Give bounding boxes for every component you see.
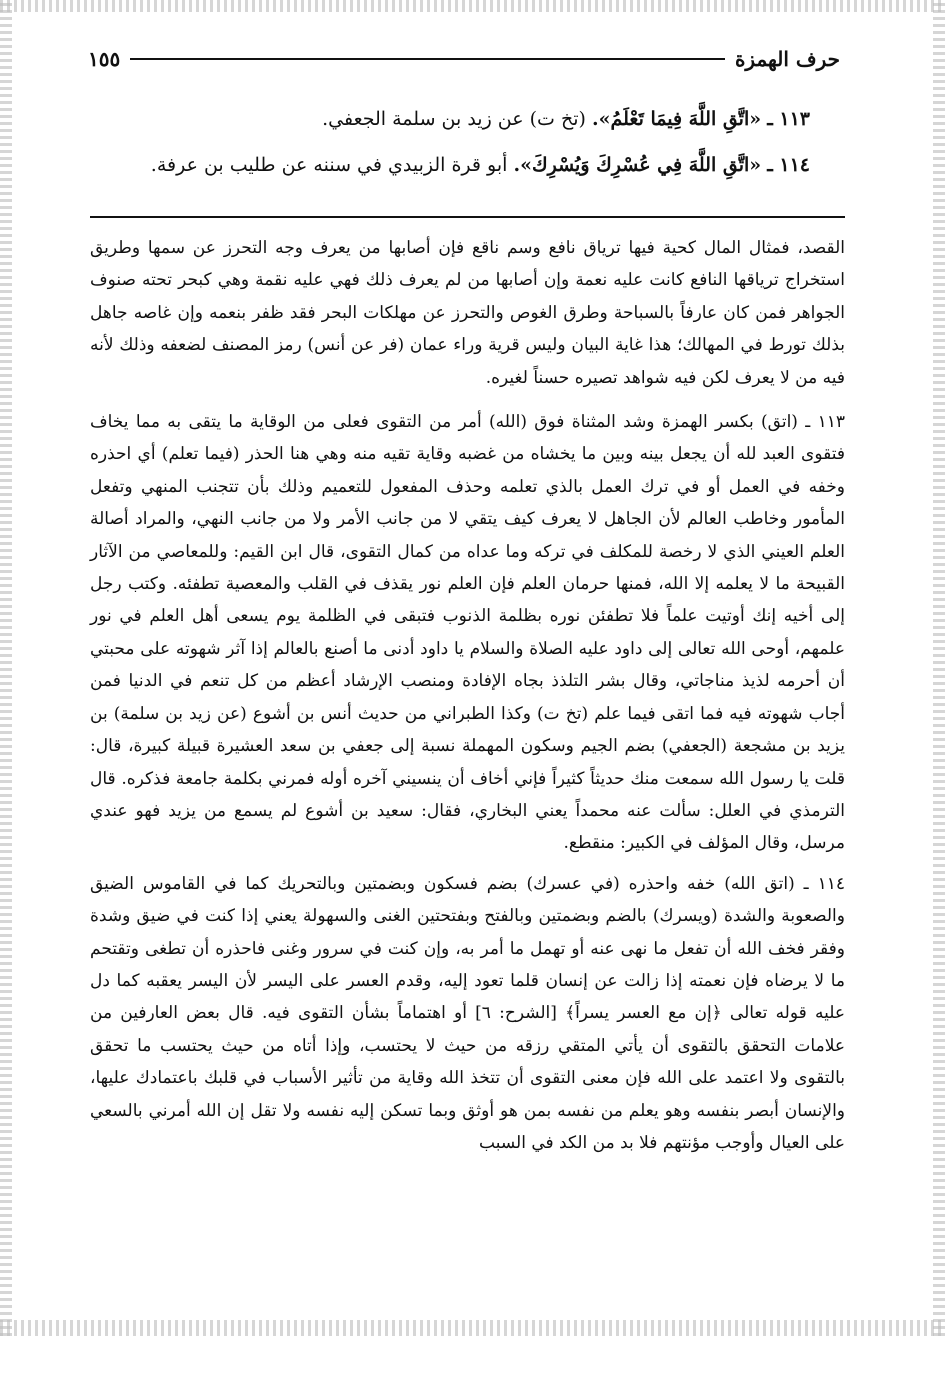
commentary-section	[90, 232, 845, 1167]
hadith-113	[110, 104, 810, 134]
hadith-number: ١١٤ ـ	[767, 154, 810, 176]
page-border-right	[933, 0, 945, 1336]
hadith-number: ١١٣ ـ	[767, 108, 810, 130]
footnote-divider	[90, 216, 845, 218]
commentary-paragraph: ١١٤ ـ (اتق الله) خفه واحذره (في عسرك) بضم فسكون وبضمتين وبالتحريك كما في القاموس الضيق والصعوبة والشدة (ويسرك) بالضم وبضمتين وبالفتح وبفتحتين الغنى والسهولة يعني إذا كنت في ضيق وشدة وفقر فخف الله أن تفعل ما نهى عنه أو تهمل ما أمر به، وإن كنت في سرور وغنى فاحذره أن تطغى وتقتحم ما لا يرضاه فإن نعمته إذا زالت عن إنسان قلما تعود إليه، وقدم العسر على اليسر لأن اليسر يعقبه كما دل عليه قوله تعالى ﴿إن مع العسر يسراً﴾ [الشرح: ٦] أو اهتماماً بشأن التقوى فيه. قال بعض العارفين من علامات التحقق بالتقوى أن يأتي المتقي رزقه من حيث لا يحتسب، وإذا أتاه من حيث يحتسب ما تحقق بالتقوى ولا اعتمد على الله فإن معنى التقوى أن تتخذ الله وقاية من تأثير الأسباب في قلبك باعتمادك عليها، والإنسان أبصر بنفسه وهو يعلم من نفسه بمن هو أوثق وبما تسكن إليه نفسه ولا تقل إن الله أمرني بالسعي على العيال وأوجب مؤنتهم فلا بد من الكد في السبب	[90, 873, 845, 1153]
running-header	[88, 42, 840, 76]
header-rule	[130, 58, 725, 60]
page-number: ١٥٥	[88, 47, 121, 71]
page-border-left	[0, 0, 12, 1336]
commentary-paragraph: ١١٣ ـ (اتق) بكسر الهمزة وشد المثناة فوق (الله) أمر من التقوى فعلى من الوقاية ما يتقى به مما يخاف فتقوى العبد لله أن يجعل بينه وبين ما يخشاه من غضبه وقاية تقيه منه وهي هنا الحذر (فيما تعلم) أي احذره وخفه في العمل أو في ترك العمل بالذي تعلمه وحذف المفعول للتعميم وذلك بأن تتجنب المنهي وتفعل المأمور وخاطب العالم لأن الجاهل لا يعرف كيف يتقي لا من جانب الأمر ولا من جانب النهي، والمراد أصالة العلم العيني الذي لا رخصة للمكلف في تركه وما عداه من كمال التقوى، قال ابن القيم: وللمعاصي من الآثار القبيحة ما لا يعلمه إلا الله، فمنها حرمان العلم فإن العلم نور يقذف في القلب والمعصية تطفئه. وكتب رجل إلى أخيه إنك أوتيت علماً فلا تطفئن نوره بظلمة الذنوب فتبقى في الظلمة يوم يسعى أهل العلم في نور علمهم، أوحى الله تعالى إلى داود عليه الصلاة والسلام يا داود أدنى ما أصنع بالعالم إذا آثر شهوته على محبتي أن أحرمه لذيذ مناجاتي، وقال بشر التلذذ بجاه الإفادة ومنصب الإرشاد أعظم من كل تنعم في الدنيا فمن أجاب شهوته فيه فما اتقى فيما علم (تخ ت) وكذا الطبراني من حديث أنس بن أشوع (عن زيد بن سلمة) بن يزيد بن مشجعة (الجعفي) بضم الجيم وسكون المهملة نسبة إلى جعفي بن سعد العشيرة قبيلة كبيرة، قال: قلت يا رسول الله سمعت منك حديثاً كثيراً فإني أخاف أن ينسيني آخره أوله فمرني بكلمة جامعة فذكره. قال الترمذي في العلل: سألت عنه محمداً يعني البخاري، فقال: سعيد بن أشوع لم يسمع من يزيد فهو عندي مرسل، وقال المؤلف في الكبير: منقطع.	[90, 412, 845, 854]
hadith-source: (تخ ت) عن زيد بن سلمة الجعفي.	[322, 108, 586, 130]
chapter-title: حرف الهمزة	[734, 47, 840, 71]
hadith-source: أبو قرة الزبيدي في سننه عن طليب بن عرفة.	[150, 154, 508, 176]
page-border-top	[0, 0, 945, 12]
commentary-paragraph: القصد، فمثال المال كحية فيها ترياق نافع وسم ناقع فإن أصابها من يعرف وجه التحرز عن سمها وطريق استخراج ترياقها النافع كانت عليه نعمة وإن أصابها من لم يعرف ذلك فهي عليه نقمة وهي كبحر تحته صنوف الجواهر فمن كان عارفاً بالسباحة وطرق الغوص والتحرز عن مهلكات البحر فقد ظفر بنعمه وإن غاصه جاهل بذلك تورط في المهالك؛ هذا غاية البيان وليس قرية وراء عمان (فر عن أنس) رمز المصنف لضعفه وذلك لأنه فيه من لا يعرف لكن فيه شواهد تصيره حسناً لغيره.	[90, 238, 845, 388]
hadith-text: «اتَّقِ اللَّهَ فِي عُسْرِكَ وَيُسْرِكَ».	[513, 154, 762, 176]
hadith-text: «اتَّقِ اللَّهَ فِيمَا تَعْلَمُ».	[591, 108, 762, 130]
hadith-114	[110, 150, 810, 180]
page-border-bottom	[0, 1320, 945, 1336]
